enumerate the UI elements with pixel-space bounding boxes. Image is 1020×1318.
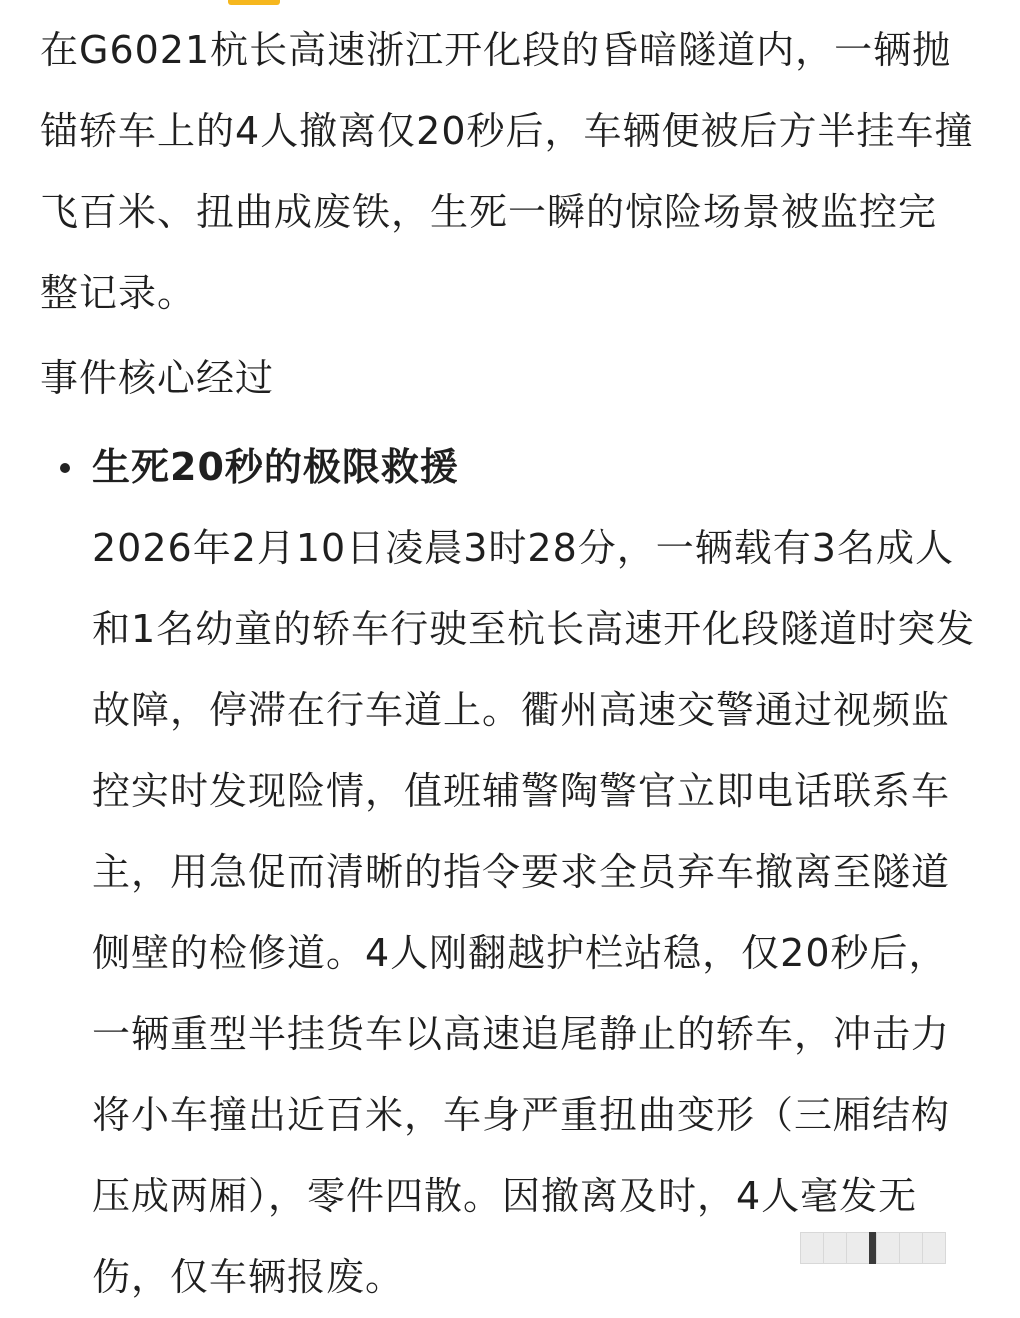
intro-paragraph: 在G6021杭长高速浙江开化段的昏暗隧道内，一辆抛锚轿车上的4人撤离仅20秒后，车辆便被后方半挂车撞飞百米、扭曲成废铁，生死一瞬的惊险场景被监控完整记录。 <box>40 28 974 315</box>
bullet-dot-icon <box>60 463 70 473</box>
article-body <box>40 0 990 1318</box>
bullet-title: 生死20秒的极限救援 <box>92 445 459 489</box>
section-heading: 事件核心经过 <box>40 356 275 400</box>
list-item <box>40 427 990 1318</box>
watermark-icon <box>800 1228 996 1268</box>
bullet-body: 2026年2月10日凌晨3时28分，一辆载有3名成人和1名幼童的轿车行驶至杭长高速开化段隧道时突发故障，停滞在行车道上。衢州高速交警通过视频监控实时发现险情，值班辅警陶警官立即电话联系车主，用急促而清晰的指令要求全员弃车撤离至隧道侧壁的检修道。4人刚翻越护栏站稳，仅20秒后，一辆重型半挂货车以高速追尾静止的轿车，冲击力将小车撞出近百米，车身严重扭曲变形（三厢结构压成两厢），零件四散。因撤离及时，4人毫发无伤，仅车辆报废。 <box>92 526 976 1299</box>
